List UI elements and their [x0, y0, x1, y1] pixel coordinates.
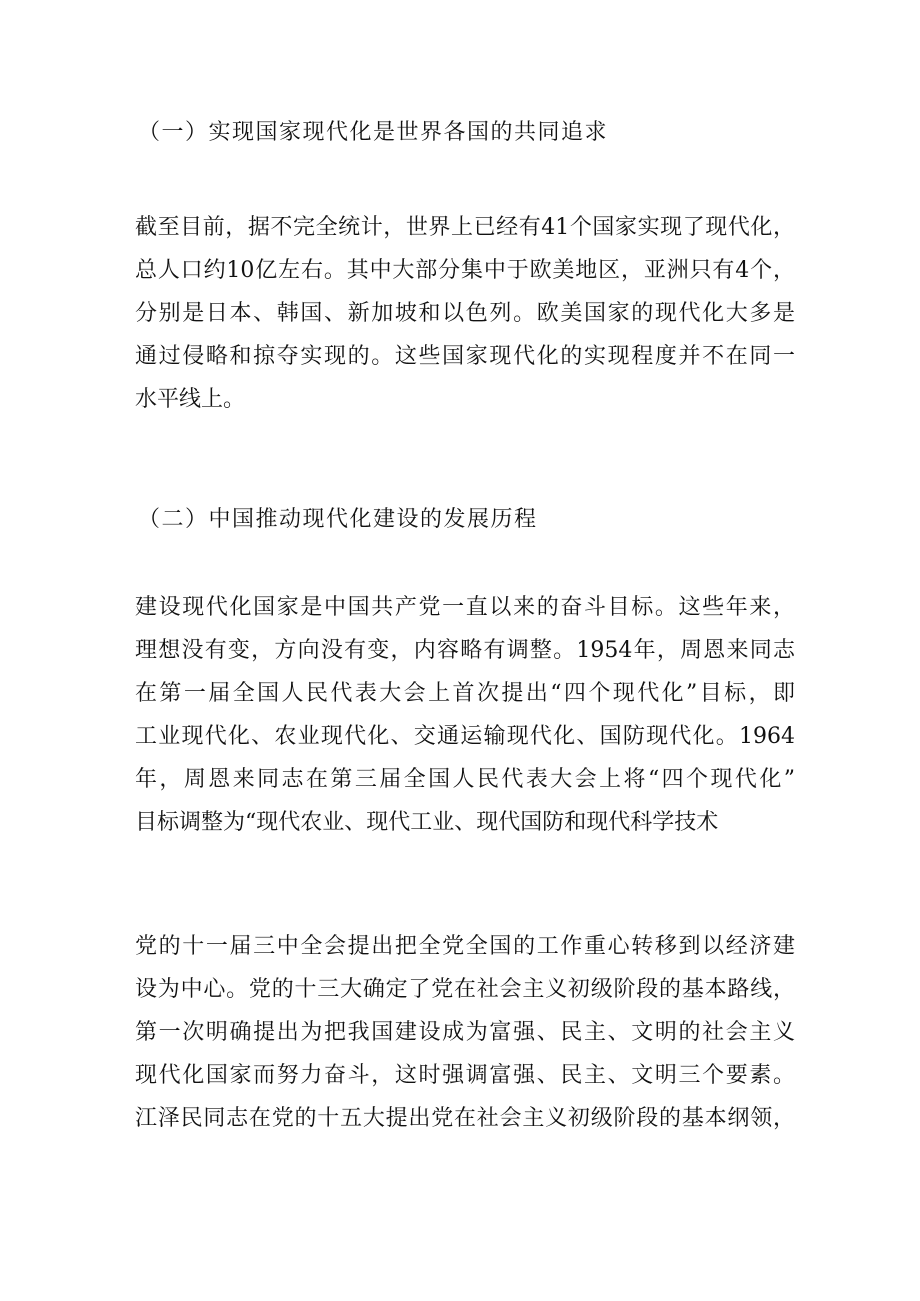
paragraph-line: 在第一届全国人民代表大会上首次提出“四个现代化”目标，即: [135, 681, 795, 706]
paragraph-line: 截至目前，据不完全统计，世界上已经有41个国家实现了现代化，: [135, 215, 795, 240]
paragraph-line: 目标调整为“现代农业、现代工业、现代国防和现代科学技术: [135, 810, 719, 835]
section-heading-2: （二）中国推动现代化建设的发展历程: [138, 507, 538, 532]
paragraph-line: 党的十一届三中全会提出把全党全国的工作重心转移到以经济建: [135, 934, 795, 959]
paragraph-line: 设为中心。党的十三大确定了党在社会主义初级阶段的基本路线，: [135, 977, 795, 1002]
paragraph-line: 现代化国家而努力奋斗，这时强调富强、民主、文明三个要素。: [135, 1063, 795, 1088]
paragraph-line: 江泽民同志在党的十五大提出党在社会主义初级阶段的基本纲领，: [135, 1106, 795, 1131]
paragraph-line: 总人口约10亿左右。其中大部分集中于欧美地区，亚洲只有4个，: [135, 258, 795, 283]
paragraph-line: 通过侵略和掠夺实现的。这些国家现代化的实现程度并不在同一: [135, 344, 795, 369]
paragraph-line: 年，周恩来同志在第三届全国人民代表大会上将“四个现代化”: [135, 767, 795, 792]
paragraph-line: 工业现代化、农业现代化、交通运输现代化、国防现代化。1964: [135, 724, 795, 749]
paragraph-line: 理想没有变，方向没有变，内容略有调整。1954年，周恩来同志: [135, 638, 795, 663]
paragraph-line: 第一次明确提出为把我国建设成为富强、民主、文明的社会主义: [135, 1020, 795, 1045]
paragraph-line: 建设现代化国家是中国共产党一直以来的奋斗目标。这些年来，: [135, 595, 795, 620]
paragraph-line: 水平线上。: [135, 387, 246, 412]
paragraph-line: 分别是日本、韩国、新加坡和以色列。欧美国家的现代化大多是: [135, 301, 795, 326]
section-heading-1: （一）实现国家现代化是世界各国的共同追求: [138, 120, 609, 145]
